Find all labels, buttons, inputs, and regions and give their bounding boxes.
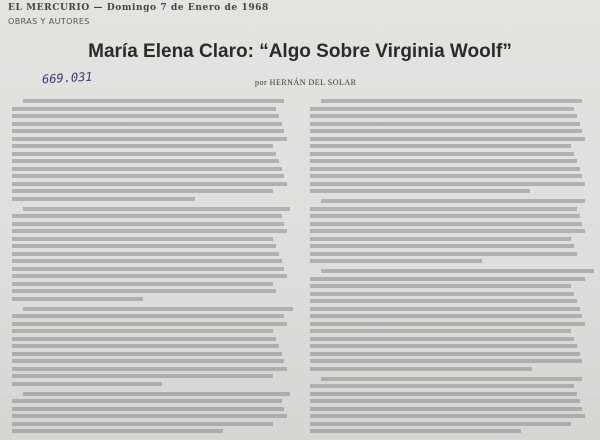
- text-line: [310, 107, 574, 111]
- text-line: [12, 144, 273, 148]
- text-line: [310, 214, 580, 218]
- text-line: [12, 337, 276, 341]
- text-line: [12, 422, 273, 426]
- text-line: [12, 237, 273, 241]
- text-line: [12, 214, 282, 218]
- text-line: [310, 159, 577, 163]
- text-line: [12, 252, 279, 256]
- text-line: [321, 377, 582, 381]
- text-line: [310, 114, 577, 118]
- text-line: [310, 284, 571, 288]
- text-line: [310, 129, 582, 133]
- text-line: [12, 167, 282, 171]
- text-line: [310, 122, 580, 126]
- text-line: [310, 307, 580, 311]
- article-column-left: [12, 93, 290, 437]
- text-line: [310, 222, 582, 226]
- text-line: [12, 359, 284, 363]
- text-line: [12, 274, 287, 278]
- text-line: [12, 414, 287, 418]
- text-line: [310, 359, 582, 363]
- text-line: [310, 337, 574, 341]
- text-line: [12, 344, 279, 348]
- text-line: [12, 407, 284, 411]
- text-line: [12, 182, 287, 186]
- text-line: [12, 329, 273, 333]
- text-line: [12, 289, 276, 293]
- text-line: [12, 282, 273, 286]
- text-line: [12, 367, 287, 371]
- text-line: [310, 422, 571, 426]
- article-title: María Elena Claro: “Algo Sobre Virginia Woolf”: [88, 41, 512, 62]
- text-line: [12, 152, 276, 156]
- text-line: [310, 314, 582, 318]
- text-line: [23, 207, 290, 211]
- text-line: [12, 259, 282, 263]
- text-line: [12, 382, 162, 386]
- text-line: [310, 384, 574, 388]
- text-line: [310, 322, 585, 326]
- text-line: [310, 292, 574, 296]
- text-line: [12, 229, 287, 233]
- text-line: [310, 259, 482, 263]
- text-line: [23, 392, 290, 396]
- text-line: [310, 414, 585, 418]
- text-line: [12, 197, 195, 201]
- text-line: [12, 322, 287, 326]
- text-line: [310, 167, 580, 171]
- article-column-right: [310, 93, 588, 437]
- newspaper-masthead: EL MERCURIO — Domingo 7 de Enero de 1968: [8, 3, 269, 13]
- text-line: [12, 107, 276, 111]
- text-line: [310, 152, 574, 156]
- text-line: [321, 269, 593, 273]
- text-line: [12, 352, 282, 356]
- section-label: OBRAS Y AUTORES: [8, 17, 90, 26]
- handwritten-catalog-number: 669.031: [41, 69, 93, 87]
- text-line: [310, 367, 532, 371]
- text-line: [310, 137, 585, 141]
- text-line: [23, 99, 284, 103]
- text-line: [12, 222, 284, 226]
- text-line: [310, 237, 571, 241]
- text-line: [12, 244, 276, 248]
- text-line: [310, 182, 585, 186]
- text-line: [310, 189, 530, 193]
- text-line: [12, 374, 273, 378]
- text-line: [310, 252, 577, 256]
- text-line: [12, 297, 143, 301]
- text-line: [321, 99, 582, 103]
- text-line: [12, 189, 273, 193]
- text-line: [12, 122, 282, 126]
- text-line: [310, 407, 582, 411]
- text-line: [12, 174, 284, 178]
- text-line: [12, 314, 284, 318]
- text-line: [310, 229, 585, 233]
- text-line: [310, 352, 580, 356]
- text-line: [310, 399, 580, 403]
- text-line: [310, 277, 585, 281]
- text-line: [12, 114, 279, 118]
- text-line: [12, 399, 282, 403]
- text-line: [310, 174, 582, 178]
- text-line: [12, 429, 223, 433]
- text-line: [23, 307, 293, 311]
- text-line: [310, 144, 571, 148]
- text-line: [12, 137, 287, 141]
- text-line: [12, 129, 284, 133]
- text-line: [310, 344, 577, 348]
- article-byline: por HERNÁN DEL SOLAR: [255, 78, 357, 87]
- text-line: [12, 267, 284, 271]
- text-line: [310, 207, 577, 211]
- text-line: [310, 329, 571, 333]
- text-line: [310, 299, 577, 303]
- text-line: [12, 159, 279, 163]
- text-line: [310, 244, 574, 248]
- text-line: [310, 429, 521, 433]
- text-line: [321, 199, 585, 203]
- text-line: [310, 392, 577, 396]
